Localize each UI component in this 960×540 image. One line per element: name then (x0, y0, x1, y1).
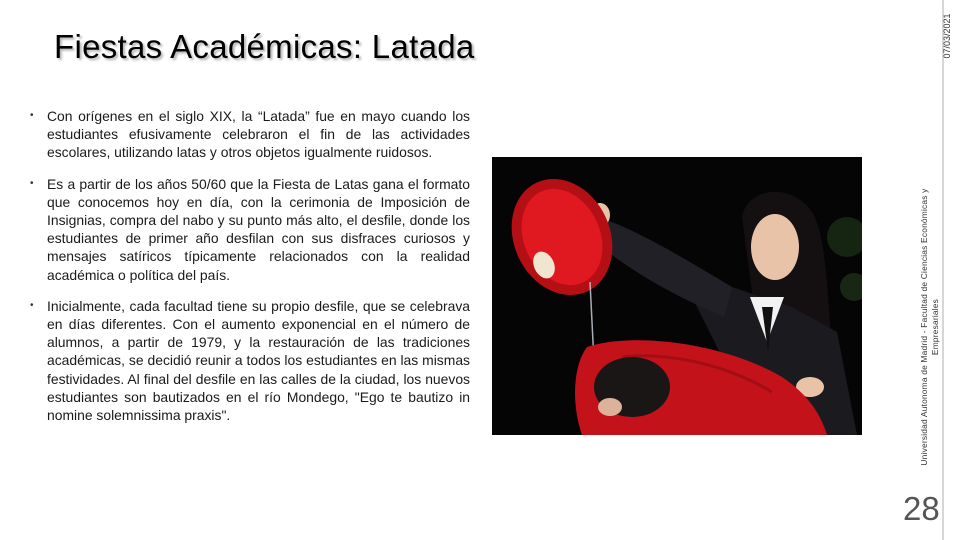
bullet-item (30, 175, 470, 284)
bullet-item (30, 107, 470, 162)
side-divider (942, 0, 944, 540)
bullet-list (30, 107, 470, 437)
bullet-item (30, 297, 470, 424)
slide-title: Fiestas Académicas: Latada (54, 28, 475, 65)
bullet-text: Inicialmente, cada facultad tiene su propio desfile, que se celebrava en días diferentes. Con el aumento exponencial en el número de alumnos, a partir de 1979, y la restauración de las tradiciones académicas, se decidió reunir a todos los estudiantes en las mismas festividades. Al final del desfile en las calles de la ciudad, los nuevos estudiantes son bautizados en el río Mondego, "Ego te bautizo in nomine solemnissima praxis". (47, 297, 470, 424)
page-number: 28 (903, 490, 940, 527)
bullet-marker: • (30, 299, 34, 311)
footer-text: Universidad Autonoma de Madrid - Facultad de Ciencias Económicas y Empresariales (919, 188, 940, 466)
bullet-marker: • (30, 177, 34, 189)
slide-date: 07/03/2021 (942, 13, 952, 59)
latada-photo (492, 157, 862, 435)
photo-illustration (492, 157, 862, 435)
bullet-text: Con orígenes en el siglo XIX, la “Latada” fue en mayo cuando los estudiantes efusivamente celebraron el fin de las actividades escolares, utilizando latas y otros objetos igualmente ruidosos. (47, 108, 470, 161)
bullet-marker: • (30, 110, 34, 121)
bullet-text: Es a partir de los años 50/60 que la Fiesta de Latas gana el formato que conocemos hoy en día, con la cerimonia de Imposición de Insignias, compra del nabo y su punto más alto, el desfile, donde los estudiantes de primer año desfilan con sus disfraces curiosos y mensajes satíricos típicamente relacionados con la realidad académica o política del país. (47, 175, 470, 283)
